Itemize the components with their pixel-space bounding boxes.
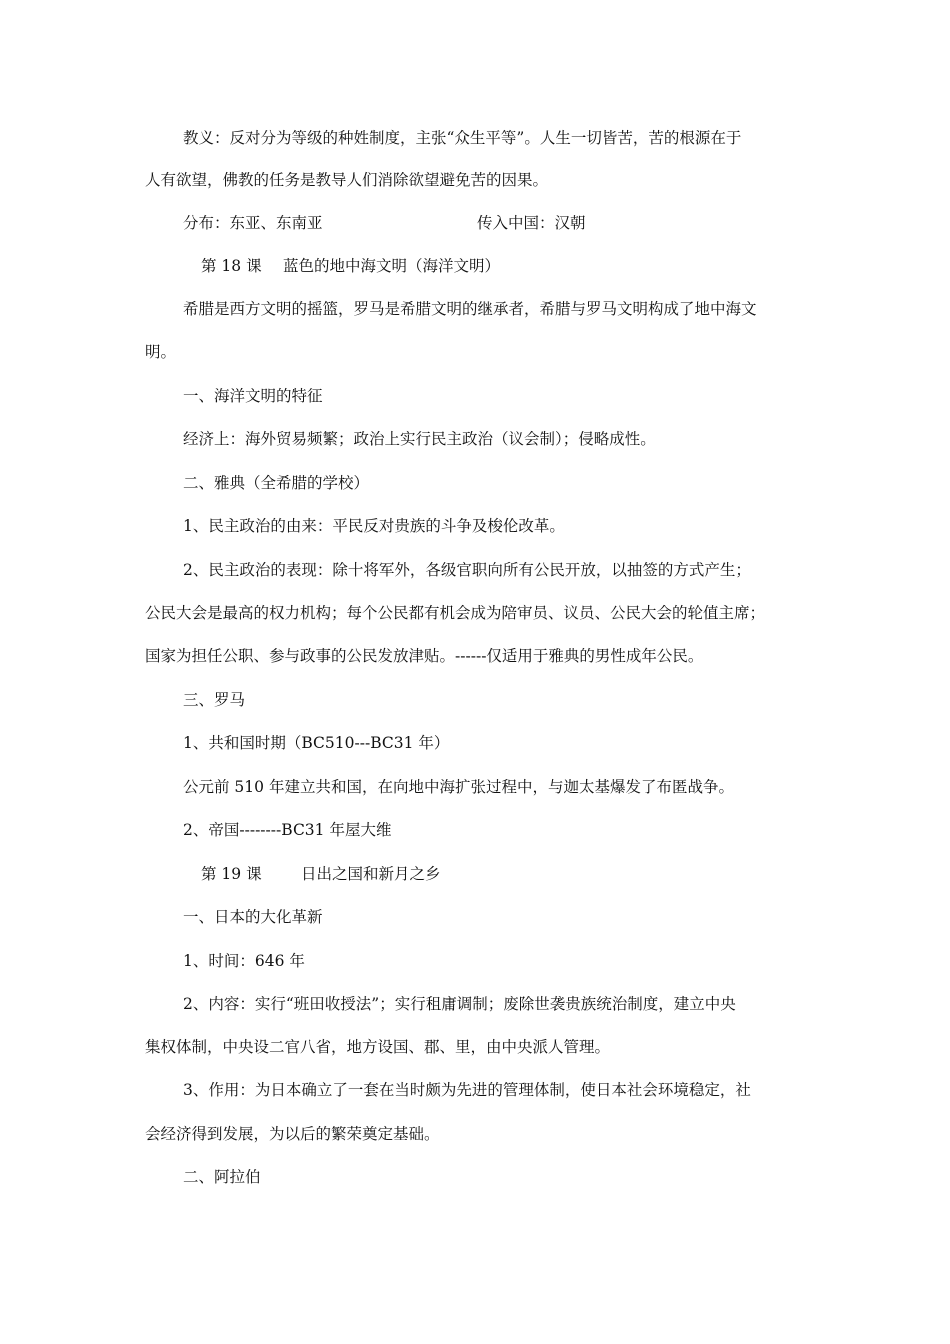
heading-marine-civilization: 一、海洋文明的特征 xyxy=(183,387,323,405)
greece-paragraph-line-1: 希腊是西方文明的摇篮，罗马是希腊文明的继承者，希腊与罗马文明构成了地中海文 xyxy=(183,300,757,318)
heading-japan-taika-reform: 一、日本的大化革新 xyxy=(183,908,323,926)
heading-rome: 三、罗马 xyxy=(183,691,246,709)
rome-point-2: 2、帝国--------BC31 年屋大维 xyxy=(183,821,392,839)
rome-point-1: 1、共和国时期（BC510---BC31 年） xyxy=(183,734,450,752)
athens-point-2-line-1: 2、民主政治的表现：除十将军外，各级官职向所有公民开放，以抽签的方式产生； xyxy=(183,561,751,579)
heading-arabia: 二、阿拉伯 xyxy=(183,1168,261,1186)
japan-point-2-line-2: 集权体制，中央设二官八省，地方设国、郡、里，由中央派人管理。 xyxy=(145,1038,611,1056)
distribution-text: 分布：东亚、东南亚 xyxy=(183,214,323,232)
athens-point-2-line-3: 国家为担任公职、参与政事的公民发放津贴。------仅适用于雅典的男性成年公民。 xyxy=(145,647,704,665)
heading-athens: 二、雅典（全希腊的学校） xyxy=(183,474,370,492)
lesson-18-title: 蓝色的地中海文明（海洋文明） xyxy=(283,257,501,275)
greece-paragraph-line-2: 明。 xyxy=(145,343,177,361)
athens-point-2-line-2: 公民大会是最高的权力机构；每个公民都有机会成为陪审员、议员、公民大会的轮值主席； xyxy=(145,604,766,622)
japan-point-3-line-2: 会经济得到发展，为以后的繁荣奠定基础。 xyxy=(145,1125,440,1143)
buddhism-doctrine-line-2: 人有欲望，佛教的任务是教导人们消除欲望避免苦的因果。 xyxy=(145,171,549,189)
spread-to-china-text: 传入中国：汉朝 xyxy=(477,214,586,232)
rome-point-1-body: 公元前 510 年建立共和国，在向地中海扩张过程中，与迦太基爆发了布匿战争。 xyxy=(183,778,734,796)
lesson-19-title: 日出之国和新月之乡 xyxy=(301,865,441,883)
japan-point-3-line-1: 3、作用：为日本确立了一套在当时颇为先进的管理体制，使日本社会环境稳定，社 xyxy=(183,1081,751,1099)
japan-point-2-line-1: 2、内容：实行“班田收授法”；实行租庸调制；废除世袭贵族统治制度，建立中央 xyxy=(183,995,736,1013)
marine-civilization-body: 经济上：海外贸易频繁；政治上实行民主政治（议会制）；侵略成性。 xyxy=(183,430,656,448)
athens-point-1: 1、民主政治的由来：平民反对贵族的斗争及梭伦改革。 xyxy=(183,517,565,535)
lesson-18-number: 第 18 课 xyxy=(201,257,262,275)
buddhism-doctrine-line-1: 教义：反对分为等级的种姓制度，主张“众生平等”。人生一切皆苦，苦的根源在于 xyxy=(183,129,742,147)
japan-point-1: 1、时间：646 年 xyxy=(183,952,305,970)
lesson-19-number: 第 19 课 xyxy=(201,865,262,883)
